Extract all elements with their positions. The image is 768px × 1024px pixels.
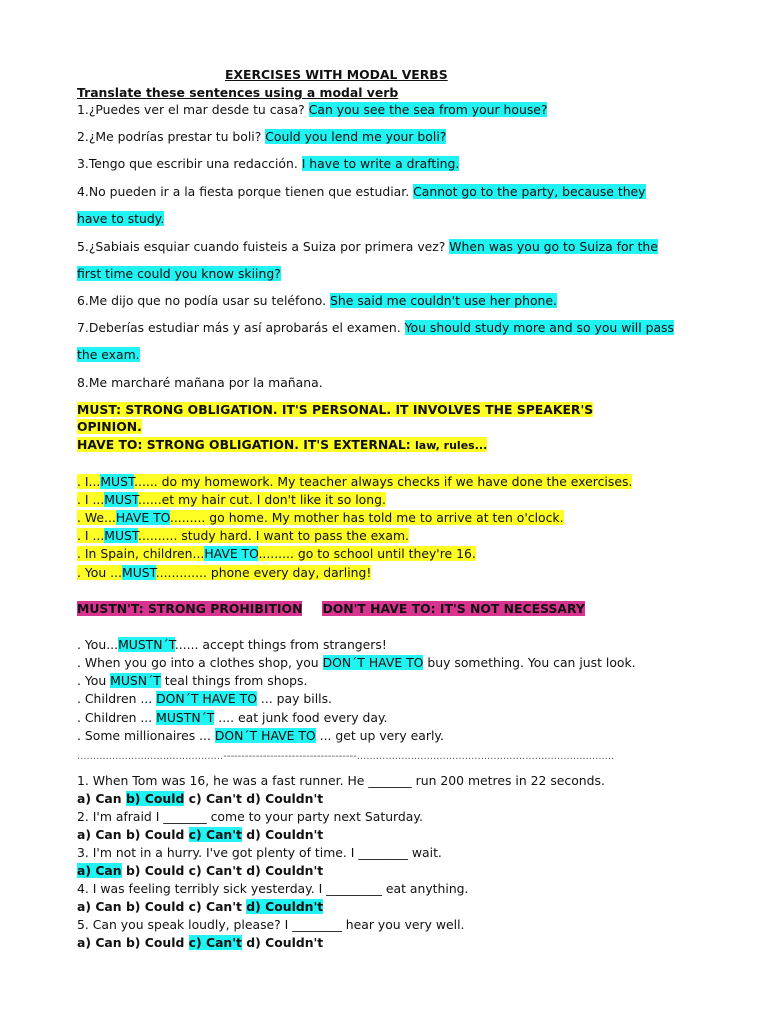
answer-highlight: HAVE TO bbox=[204, 546, 259, 561]
mc-option: d) Couldn't bbox=[241, 791, 324, 806]
mc-option: b) Could bbox=[121, 863, 189, 878]
english-answer-cont: the exam. bbox=[77, 347, 140, 362]
instruction: Translate these sentences using a modal verb bbox=[77, 85, 399, 100]
spanish-sentence: 8.Me marcharé mañana por la mañana. bbox=[77, 375, 323, 390]
exercise-sentence bbox=[77, 565, 371, 580]
sentence-start: . Children ... bbox=[77, 691, 157, 706]
sentence-start: . Children ... bbox=[77, 710, 157, 725]
spanish-sentence: 4.No pueden ir a la fiesta porque tienen que estudiar. bbox=[77, 184, 414, 199]
exercise-sentence bbox=[77, 528, 409, 543]
answer-highlight: DON´T HAVE TO bbox=[322, 655, 424, 670]
must-exercise-5 bbox=[77, 545, 476, 562]
answer-highlight: MUSN´T bbox=[110, 673, 161, 688]
spanish-sentence: 2.¿Me podrías prestar tu boli? bbox=[77, 129, 266, 144]
mc-option: b) Could bbox=[125, 791, 185, 806]
mc-option: a) Can bbox=[77, 935, 126, 950]
sentence-start: . Some millionaires ... bbox=[77, 728, 215, 743]
translation-1 bbox=[77, 101, 547, 118]
mc-option: c) Can't bbox=[184, 791, 242, 806]
spanish-sentence: 7.Deberías estudiar más y así aprobarás el examen. bbox=[77, 320, 405, 335]
answer-highlight: DON´T HAVE TO bbox=[214, 728, 316, 743]
sentence-start: . I ... bbox=[77, 492, 105, 507]
mc-option: d) Couldn't bbox=[241, 827, 324, 842]
translation-8 bbox=[77, 374, 323, 391]
mc-option: b) Could bbox=[125, 935, 189, 950]
spanish-sentence: 3.Tengo que escribir una redacción. bbox=[77, 156, 302, 171]
mc-options-1 bbox=[77, 790, 323, 807]
mustnt-exercise-2 bbox=[77, 654, 636, 671]
english-answer: When was you go to Suiza for the bbox=[449, 239, 658, 254]
must-rule-text-cont: OPINION. bbox=[77, 419, 142, 434]
sentence-start: . In Spain, children... bbox=[77, 546, 205, 561]
english-answer: Could you lend me your boli? bbox=[265, 129, 447, 144]
must-rule-cont bbox=[77, 418, 142, 435]
sentence-end: ......et my hair cut. I don't like it so long. bbox=[138, 492, 386, 507]
must-exercise-1 bbox=[77, 473, 632, 490]
have-to-rule bbox=[77, 436, 487, 454]
mc-option: c) Can't bbox=[188, 899, 247, 914]
mc-question-3: 3. I'm not in a hurry. I've got plenty of time. I ________ wait. bbox=[77, 845, 442, 860]
sentence-end: ......... go to school until they're 16. bbox=[258, 546, 476, 561]
sentence-end: ......... go home. My mother has told me to arrive at ten o'clock. bbox=[169, 510, 564, 525]
prohibition-header bbox=[77, 600, 585, 617]
mc-options-3 bbox=[77, 862, 323, 879]
answer-highlight: HAVE TO bbox=[115, 510, 170, 525]
translation-5-cont bbox=[77, 265, 281, 282]
must-rule-text: MUST: STRONG OBLIGATION. IT'S PERSONAL. IT INVOLVES THE SPEAKER'S bbox=[77, 402, 594, 417]
translation-5 bbox=[77, 238, 658, 255]
mustnt-exercise-1 bbox=[77, 636, 387, 653]
english-answer: I have to write a drafting. bbox=[301, 156, 460, 171]
mc-option: d) Couldn't bbox=[246, 863, 324, 878]
sentence-start: . When you go into a clothes shop, you bbox=[77, 655, 323, 670]
answer-highlight: MUST bbox=[104, 492, 139, 507]
sentence-end: ... get up very early. bbox=[315, 728, 444, 743]
translation-3 bbox=[77, 155, 459, 172]
mustnt-exercise-4 bbox=[77, 690, 332, 707]
have-to-rule-text bbox=[77, 437, 487, 452]
exercise-sentence bbox=[77, 492, 386, 507]
mc-option: d) Couldn't bbox=[246, 899, 324, 914]
answer-highlight: MUSTN´T bbox=[156, 710, 215, 725]
mc-option: a) Can bbox=[77, 791, 126, 806]
sentence-end: ...... do my homework. My teacher always checks if we have done the exercises. bbox=[134, 474, 633, 489]
must-rule bbox=[77, 401, 593, 418]
sentence-end: ... pay bills. bbox=[256, 691, 332, 706]
english-answer-cont: first time could you know skiing? bbox=[77, 266, 281, 281]
have-to-rule-main: HAVE TO: STRONG OBLIGATION. IT'S EXTERNAL: bbox=[77, 437, 416, 452]
answer-highlight: MUST bbox=[104, 528, 139, 543]
mc-option: b) Could bbox=[125, 899, 189, 914]
english-answer-cont: have to study. bbox=[77, 211, 165, 226]
spanish-sentence: 1.¿Puedes ver el mar desde tu casa? bbox=[77, 102, 309, 117]
answer-highlight: DON´T HAVE TO bbox=[156, 691, 257, 706]
mc-option: a) Can bbox=[77, 827, 126, 842]
mc-question-4: 4. I was feeling terribly sick yesterday. I _________ eat anything. bbox=[77, 881, 469, 896]
mc-options-2 bbox=[77, 826, 323, 843]
must-exercise-2 bbox=[77, 491, 386, 508]
sentence-start: . You bbox=[77, 673, 111, 688]
sentence-start: . You ... bbox=[77, 565, 122, 580]
sentence-end: buy something. You can just look. bbox=[423, 655, 636, 670]
mustnt-exercise-5 bbox=[77, 709, 388, 726]
translation-2 bbox=[77, 128, 446, 145]
sentence-start: . You... bbox=[77, 637, 119, 652]
exercise-sentence bbox=[77, 546, 476, 561]
mustnt-exercise-3 bbox=[77, 672, 307, 689]
must-exercise-6 bbox=[77, 564, 371, 581]
page-title: EXERCISES WITH MODAL VERBS bbox=[225, 67, 448, 82]
must-exercise-4 bbox=[77, 527, 409, 544]
mustnt-header: MUSTN'T: STRONG PROHIBITION bbox=[77, 601, 303, 616]
mc-question-1: 1. When Tom was 16, he was a fast runner. He _______ run 200 metres in 22 seconds. bbox=[77, 773, 605, 788]
sentence-end: .... eat junk food every day. bbox=[214, 710, 388, 725]
sentence-end: .......... study hard. I want to pass the exam. bbox=[138, 528, 409, 543]
mc-options-4 bbox=[77, 898, 323, 915]
mc-option: c) Can't bbox=[188, 863, 247, 878]
mc-question-2: 2. I'm afraid I _______ come to your party next Saturday. bbox=[77, 809, 423, 824]
mc-options-5 bbox=[77, 934, 323, 951]
answer-highlight: MUST bbox=[122, 565, 156, 580]
sentence-end: ............. phone every day, darling! bbox=[155, 565, 372, 580]
exercise-sentence bbox=[77, 510, 564, 525]
mc-option: b) Could bbox=[125, 827, 189, 842]
mc-option: a) Can bbox=[77, 899, 126, 914]
english-answer: You should study more and so you will pass bbox=[404, 320, 674, 335]
translation-6 bbox=[77, 292, 557, 309]
sentence-end: ...... accept things from strangers! bbox=[174, 637, 387, 652]
sentence-start: . I ... bbox=[77, 528, 105, 543]
answer-highlight: MUSTN´T bbox=[118, 637, 175, 652]
translation-4 bbox=[77, 183, 646, 200]
translation-4-cont bbox=[77, 210, 164, 227]
must-exercise-3 bbox=[77, 509, 564, 526]
dont-have-to-header: DON'T HAVE TO: IT'S NOT NECESSARY bbox=[322, 601, 585, 616]
mc-option: c) Can't bbox=[188, 827, 242, 842]
divider: ..............................................-------------------------------------................................................................................. bbox=[77, 751, 615, 762]
mc-option: c) Can't bbox=[188, 935, 242, 950]
english-answer: Cannot go to the party, because they bbox=[413, 184, 646, 199]
have-to-rule-examples: law, rules... bbox=[415, 439, 488, 452]
mustnt-exercise-6 bbox=[77, 727, 444, 744]
translation-7 bbox=[77, 319, 674, 336]
spanish-sentence: 6.Me dijo que no podía usar su teléfono. bbox=[77, 293, 331, 308]
translation-7-cont bbox=[77, 346, 140, 363]
mc-option: a) Can bbox=[77, 863, 122, 878]
spanish-sentence: 5.¿Sabiais esquiar cuando fuisteis a Suiza por primera vez? bbox=[77, 239, 450, 254]
mc-question-5: 5. Can you speak loudly, please? I ________ hear you very well. bbox=[77, 917, 465, 932]
mc-option: d) Couldn't bbox=[241, 935, 324, 950]
english-answer: She said me couldn't use her phone. bbox=[330, 293, 557, 308]
sentence-start: . I... bbox=[77, 474, 101, 489]
answer-highlight: MUST bbox=[100, 474, 135, 489]
exercise-sentence bbox=[77, 474, 632, 489]
sentence-start: . We... bbox=[77, 510, 116, 525]
english-answer: Can you see the sea from your house? bbox=[308, 102, 548, 117]
sentence-end: teal things from shops. bbox=[160, 673, 308, 688]
